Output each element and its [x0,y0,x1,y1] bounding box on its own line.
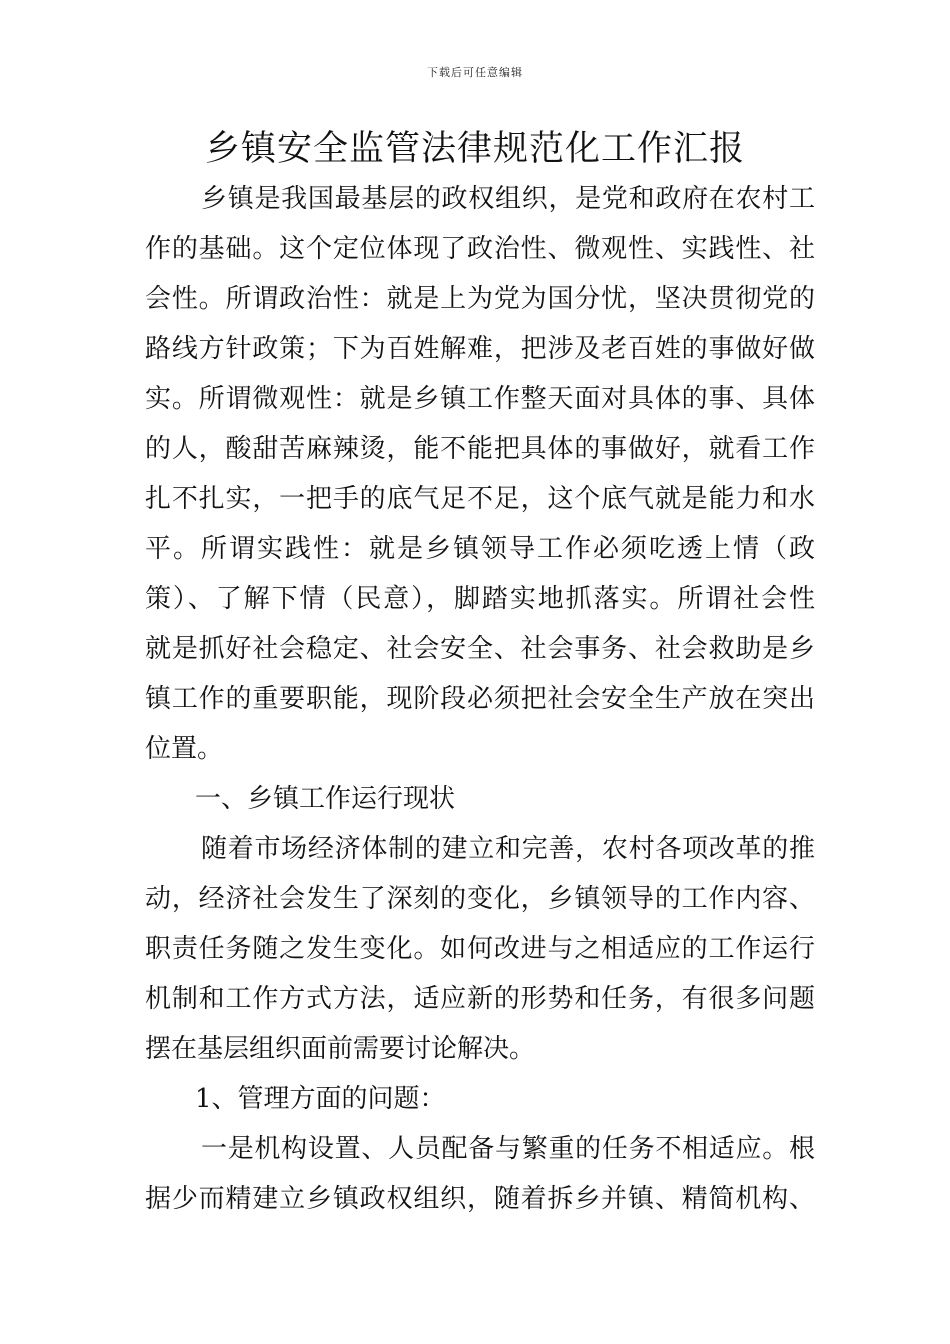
body-line: 平。所谓实践性：就是乡镇领导工作必须吃透上情（政 [145,534,815,564]
subsection-heading: 1、管理方面的问题： [195,1084,446,1114]
body-line: 的人，酸甜苦麻辣烫，能不能把具体的事做好，就看工作 [145,434,815,464]
body-line: 位置。 [145,734,224,764]
body-line: 扎不扎实，一把手的底气足不足，这个底气就是能力和水 [145,484,815,514]
body-line: 乡镇是我国最基层的政权组织，是党和政府在农村工 [201,184,815,214]
body-line: 策）、了解下情（民意），脚踏实地抓落实。所谓社会性 [145,584,815,614]
body-line: 机制和工作方式方法，适应新的形势和任务，有很多问题 [145,984,815,1014]
body-line: 会性。所谓政治性：就是上为党为国分忧，坚决贯彻党的 [145,284,815,314]
body-line: 作的基础。这个定位体现了政治性、微观性、实践性、社 [145,234,815,264]
body-line: 据少而精建立乡镇政权组织，随着拆乡并镇、精简机构、 [145,1184,815,1214]
section-heading: 一、乡镇工作运行现状 [195,784,456,814]
body-line: 摆在基层组织面前需要讨论解决。 [145,1034,536,1064]
header-note: 下载后可任意编辑 [427,66,523,79]
body-line: 就是抓好社会稳定、社会安全、社会事务、社会救助是乡 [145,634,815,664]
body-line: 实。所谓微观性：就是乡镇工作整天面对具体的事、具体 [145,384,815,414]
body-line: 镇工作的重要职能，现阶段必须把社会安全生产放在突出 [145,684,815,714]
document-title: 乡镇安全监管法律规范化工作汇报 [204,129,745,169]
body-line: 职责任务随之发生变化。如何改进与之相适应的工作运行 [145,934,815,964]
body-line: 动，经济社会发生了深刻的变化，乡镇领导的工作内容、 [145,884,815,914]
body-line: 一是机构设置、人员配备与繁重的任务不相适应。根 [201,1134,815,1164]
body-line: 路线方针政策；下为百姓解难，把涉及老百姓的事做好做 [145,334,815,364]
body-line: 随着市场经济体制的建立和完善，农村各项改革的推 [201,834,815,864]
